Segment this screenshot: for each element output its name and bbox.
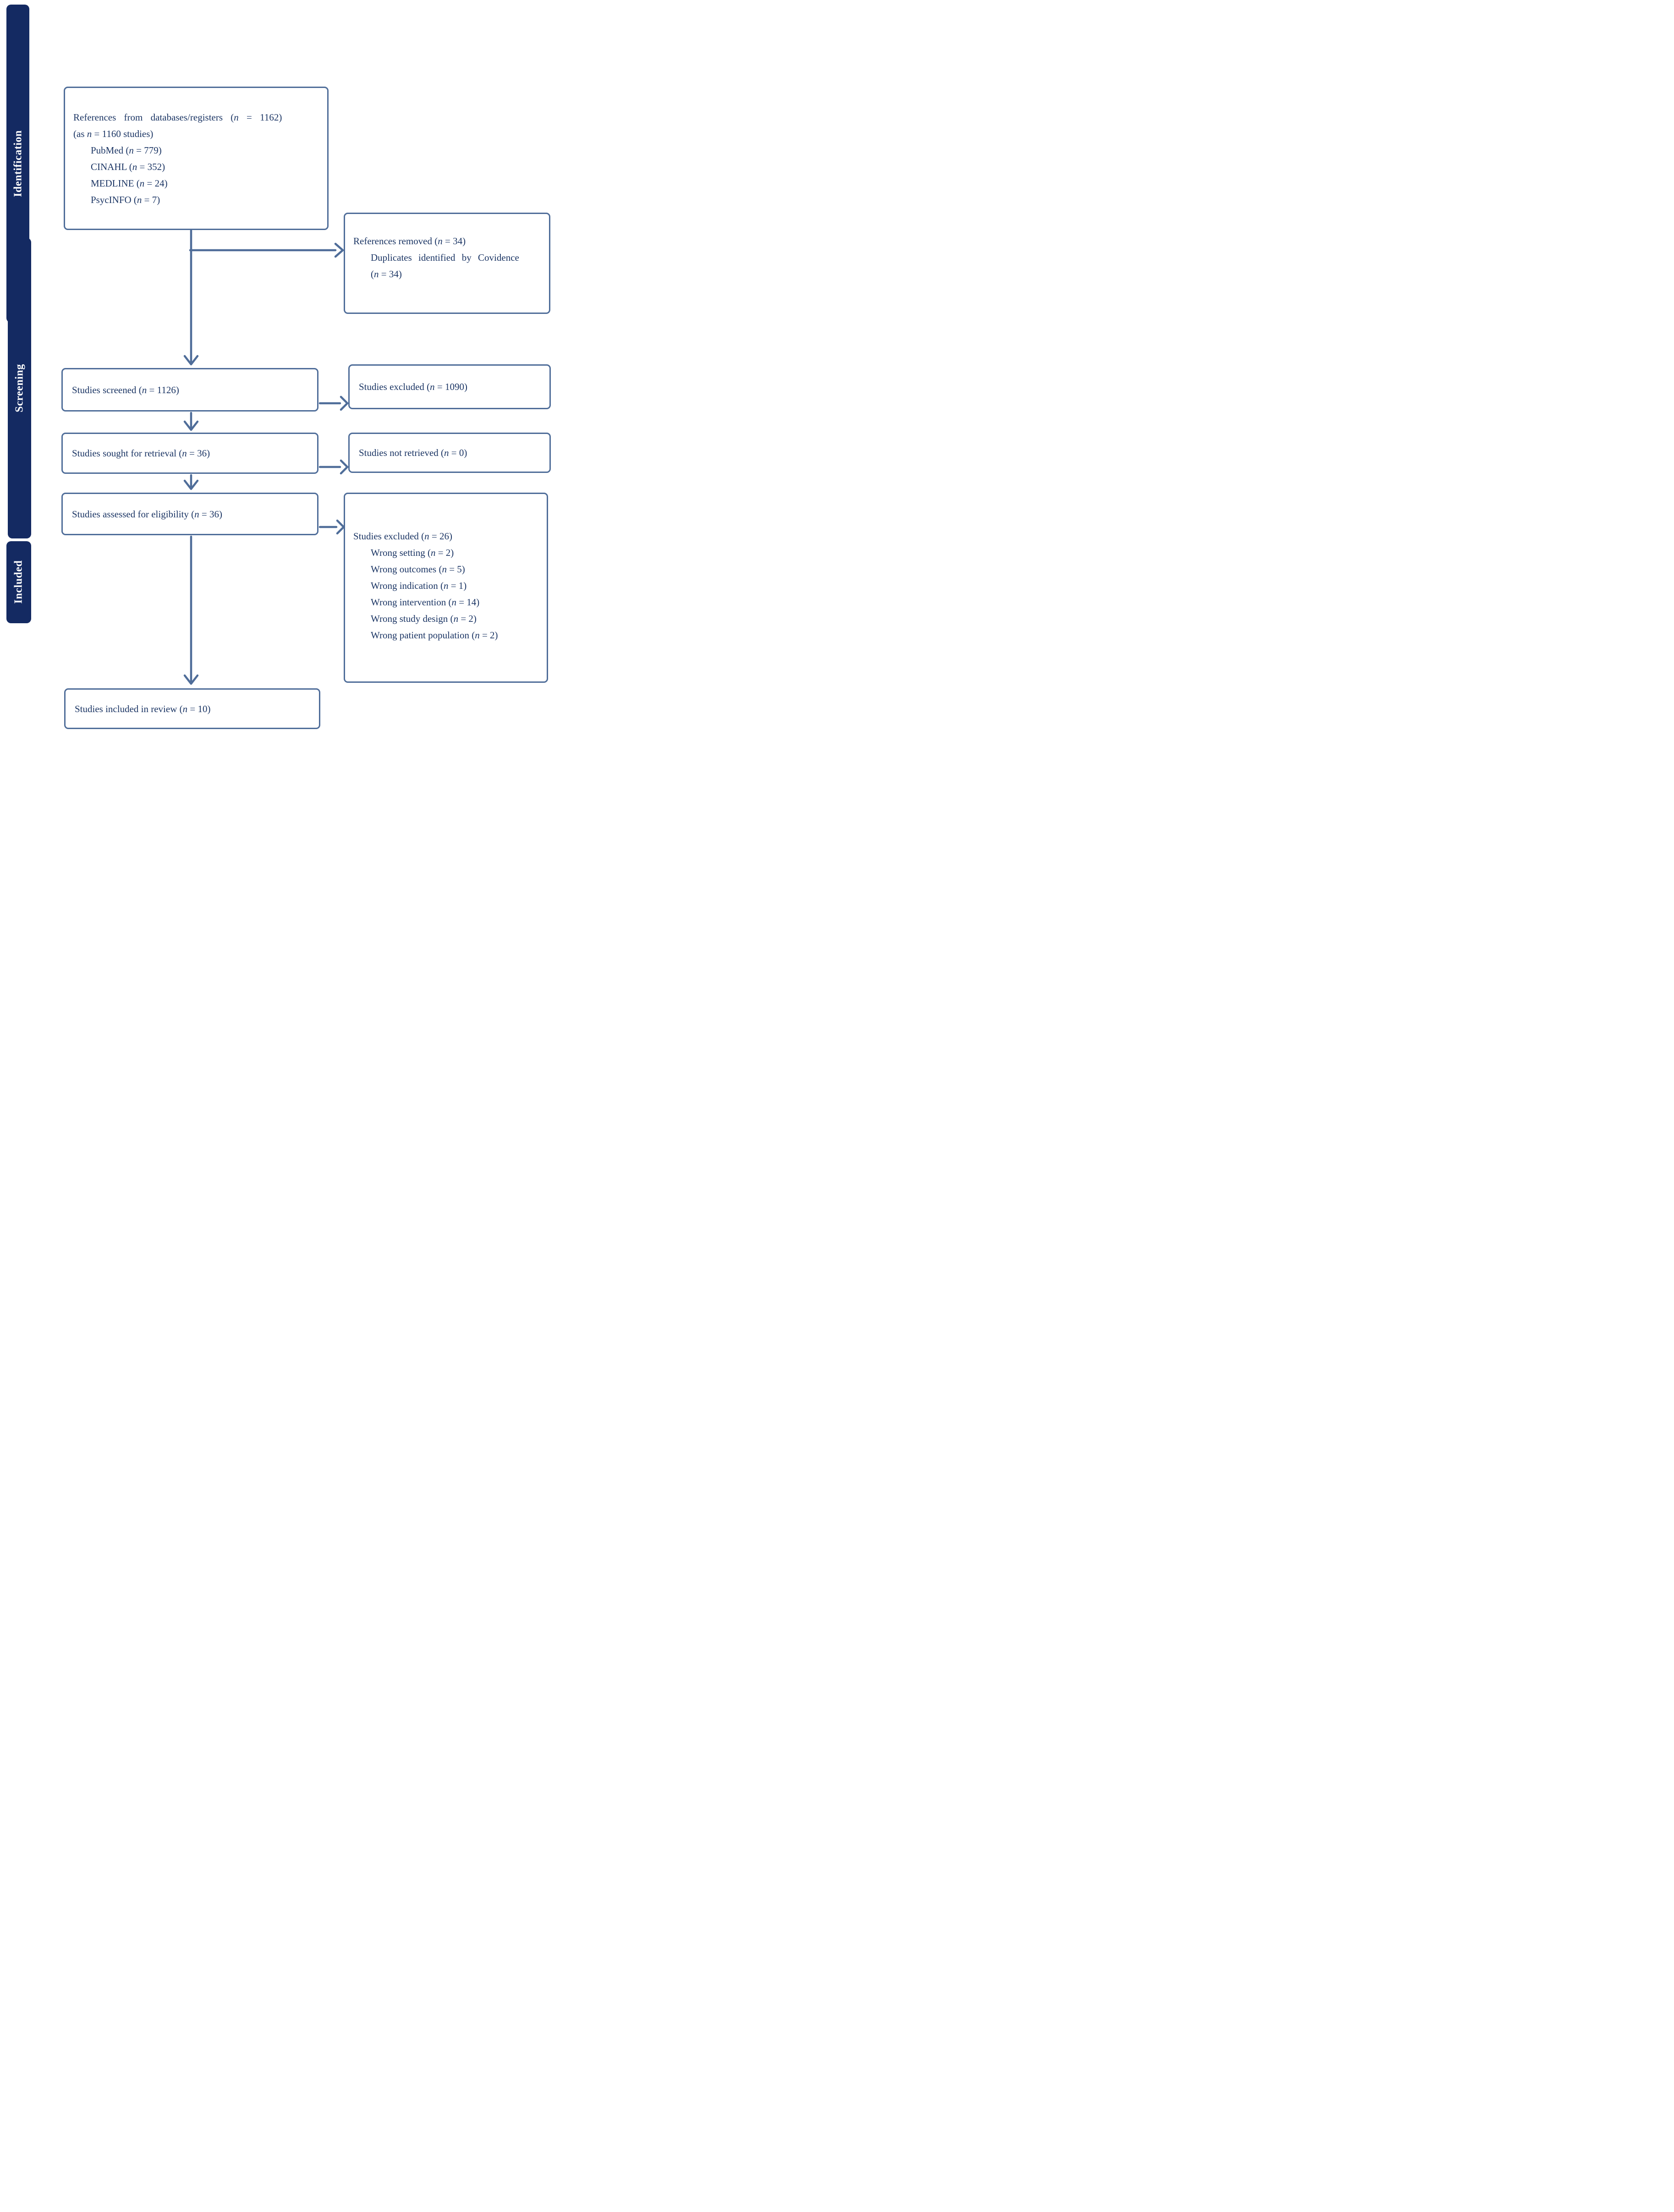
arrow-sought-to-assessed — [185, 475, 198, 489]
box-studies-assessed — [61, 493, 318, 535]
box-title: Studies included in review (n = 10) — [75, 703, 211, 714]
box-studies-sought — [61, 433, 318, 474]
box-studies-included — [64, 688, 320, 729]
box-title: References removed (n = 34) — [353, 235, 466, 247]
box-references-removed — [344, 213, 550, 314]
arrow-sought-to-not-retrieved — [320, 461, 347, 473]
box-title: Studies excluded (n = 1090) — [359, 381, 467, 392]
box-title: Studies screened (n = 1126) — [72, 384, 179, 395]
source-item: PsycINFO (n = 7) — [91, 194, 160, 205]
box-title: References from databases/registers (n = 1162) — [73, 111, 282, 123]
arrow-branch-to-references-removed — [190, 244, 343, 257]
box-studies-excluded-screening — [348, 364, 551, 409]
exclusion-reason: Wrong setting (n = 2) — [371, 547, 454, 558]
box-title: Studies sought for retrieval (n = 36) — [72, 448, 210, 459]
stage-label-included: Included — [12, 560, 25, 604]
box-title: Studies assessed for eligibility (n = 36) — [72, 508, 222, 520]
source-item: CINAHL (n = 352) — [91, 161, 165, 172]
stage-label-identification: Identification — [12, 130, 24, 197]
box-studies-screened — [61, 368, 318, 412]
exclusion-reason: Wrong intervention (n = 14) — [371, 596, 480, 608]
removal-reason-count: (n = 34) — [371, 268, 402, 280]
arrow-records-to-screened — [185, 231, 198, 364]
arrow-screened-to-excluded — [320, 397, 347, 410]
arrow-screened-to-sought — [185, 413, 198, 430]
source-item: MEDLINE (n = 24) — [91, 177, 168, 189]
exclusion-reason: Wrong outcomes (n = 5) — [371, 563, 465, 575]
removal-reason: Duplicates identified by Covidence — [371, 252, 519, 263]
exclusion-reason: Wrong patient population (n = 2) — [371, 629, 498, 641]
exclusion-reason: Wrong study design (n = 2) — [371, 613, 477, 624]
stage-label-screening: Screening — [13, 364, 26, 412]
box-studies-excluded-eligibility — [344, 493, 548, 683]
arrow-assessed-to-excluded — [320, 521, 344, 533]
box-title: Studies not retrieved (n = 0) — [359, 447, 467, 458]
exclusion-reason: Wrong indication (n = 1) — [371, 580, 467, 591]
prisma-flow-diagram — [0, 0, 558, 737]
box-identification-records — [64, 87, 329, 230]
box-title: Studies excluded (n = 26) — [353, 530, 452, 542]
box-studies-not-retrieved — [348, 433, 551, 473]
box-subtitle: (as n = 1160 studies) — [73, 128, 154, 139]
arrow-assessed-to-included — [185, 537, 198, 684]
source-item: PubMed (n = 779) — [91, 144, 162, 156]
